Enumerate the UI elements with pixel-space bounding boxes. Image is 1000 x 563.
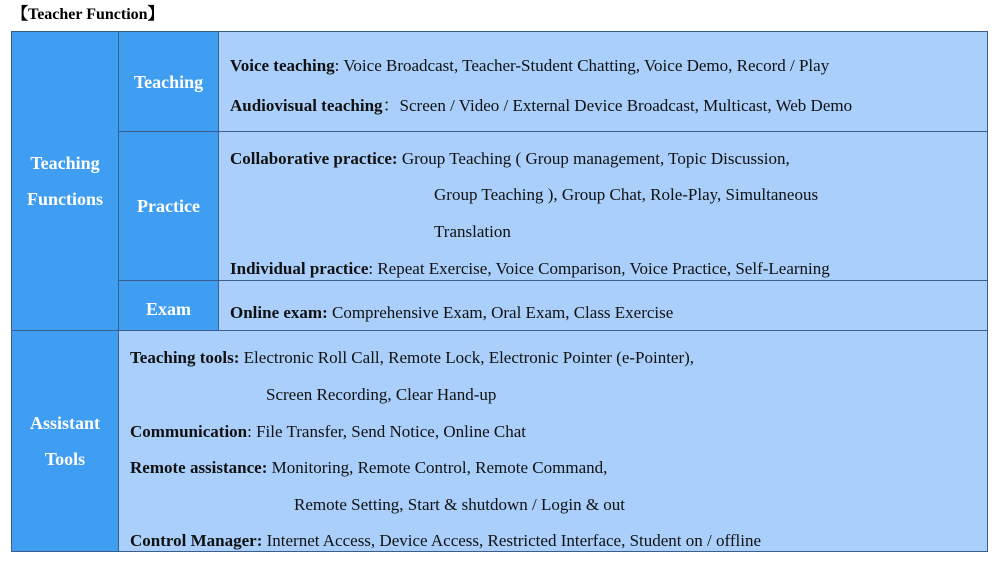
teaching-tools-cont: Screen Recording, Clear Hand-up bbox=[266, 385, 497, 404]
page-title: 【Teacher Function】 bbox=[12, 6, 164, 23]
remote-assistance-term: Remote assistance: bbox=[130, 458, 268, 477]
collaborative-practice-cont2: Translation bbox=[434, 222, 511, 241]
practice-content bbox=[218, 131, 988, 281]
online-exam-desc: Comprehensive Exam, Oral Exam, Class Exercise bbox=[327, 303, 674, 322]
voice-teaching-term: Voice teaching bbox=[230, 56, 335, 75]
group-header-teaching-functions bbox=[11, 31, 119, 331]
subheader-exam-label: Exam bbox=[146, 299, 191, 319]
communication-term: Communication bbox=[130, 422, 248, 441]
communication-desc: : File Transfer, Send Notice, Online Chat bbox=[247, 422, 526, 441]
assistant-label-line2: Tools bbox=[44, 449, 86, 469]
voice-teaching-line bbox=[230, 54, 829, 78]
voice-teaching-desc: : Voice Broadcast, Teacher-Student Chatting, Voice Demo, Record / Play bbox=[334, 56, 830, 75]
group-label-line1: Teaching bbox=[30, 153, 100, 173]
group-header-assistant-tools bbox=[11, 330, 119, 552]
individual-practice-term: Individual practice bbox=[230, 259, 369, 278]
teaching-tools-desc: Electronic Roll Call, Remote Lock, Electronic Pointer (e-Pointer), bbox=[239, 348, 695, 367]
collaborative-practice-cont1: Group Teaching ), Group Chat, Role-Play, Simultaneous bbox=[434, 185, 819, 204]
exam-content bbox=[218, 280, 988, 331]
subheader-teaching bbox=[118, 31, 219, 132]
remote-assistance-desc: Monitoring, Remote Control, Remote Command, bbox=[267, 458, 608, 477]
assistant-label-line1: Assistant bbox=[29, 413, 100, 433]
individual-practice-desc: : Repeat Exercise, Voice Comparison, Voice Practice, Self-Learning bbox=[368, 259, 830, 278]
collaborative-practice-term: Collaborative practice: bbox=[230, 149, 398, 168]
assistant-tools-content bbox=[118, 330, 988, 552]
subheader-practice bbox=[118, 131, 219, 281]
subheader-practice-label: Practice bbox=[137, 196, 200, 216]
teaching-tools-line bbox=[130, 346, 694, 370]
audiovisual-teaching-desc: ：Screen / Video / External Device Broadcast, Multicast, Web Demo bbox=[382, 96, 853, 115]
collaborative-practice-desc: Group Teaching ( Group management, Topic Discussion, bbox=[397, 149, 790, 168]
audiovisual-teaching-line bbox=[230, 94, 852, 118]
teaching-tools-term: Teaching tools: bbox=[130, 348, 240, 367]
subheader-exam bbox=[118, 280, 219, 331]
remote-assistance-cont: Remote Setting, Start & shutdown / Login & out bbox=[294, 495, 626, 514]
group-label-line2: Functions bbox=[26, 189, 104, 209]
online-exam-line bbox=[230, 301, 673, 325]
individual-practice-line bbox=[230, 257, 830, 281]
control-manager-line bbox=[130, 529, 761, 553]
communication-line bbox=[130, 420, 526, 444]
remote-assistance-line bbox=[130, 456, 607, 480]
online-exam-term: Online exam: bbox=[230, 303, 328, 322]
teaching-content bbox=[218, 31, 988, 132]
audiovisual-teaching-term: Audiovisual teaching bbox=[230, 96, 383, 115]
control-manager-term: Control Manager: bbox=[130, 531, 263, 550]
collaborative-practice-line bbox=[230, 147, 790, 171]
control-manager-desc: Internet Access, Device Access, Restricted Interface, Student on / offline bbox=[262, 531, 762, 550]
subheader-teaching-label: Teaching bbox=[133, 71, 204, 92]
